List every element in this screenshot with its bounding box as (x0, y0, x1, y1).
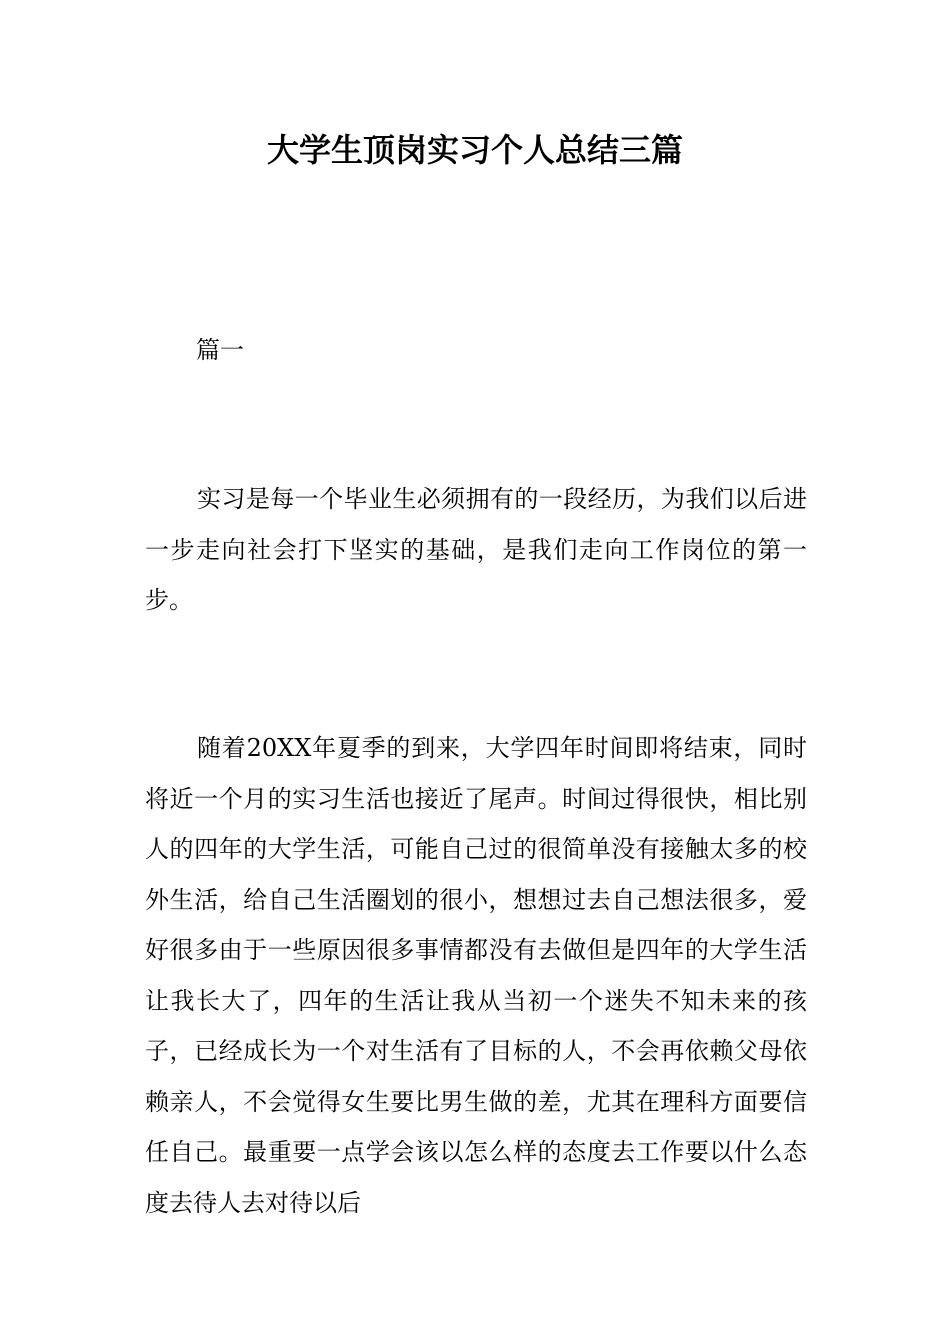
paragraph-2: 随着20XX年夏季的到来，大学四年时间即将结束，同时将近一个月的实习生活也接近了尾声。时间过得很快，相比别人的四年的大学生活，可能自己过的很简单没有接触太多的校外生活，给自己生活圈划的很小，想想过去自己想法很多，爱好很多由于一些原因很多事情都没有去做但是四年的大学生活让我长大了，四年的生活让我从当初一个迷失不知未来的孩子，已经成长为一个对生活有了目标的人，不会再依赖父母依赖亲人，不会觉得女生要比男生做的差，尤其在理科方面要信任自己。最重要一点学会该以怎么样的态度去工作要以什么态度去待人去对待以后 (145, 734, 807, 1217)
paragraph-1: 实习是每一个毕业生必须拥有的一段经历，为我们以后进一步走向社会打下坚实的基础，是我们走向工作岗位的第一步。 (145, 485, 807, 614)
document-title: 大学生顶岗实习个人总结三篇 (266, 131, 683, 169)
section-label: 篇一 (196, 336, 244, 364)
